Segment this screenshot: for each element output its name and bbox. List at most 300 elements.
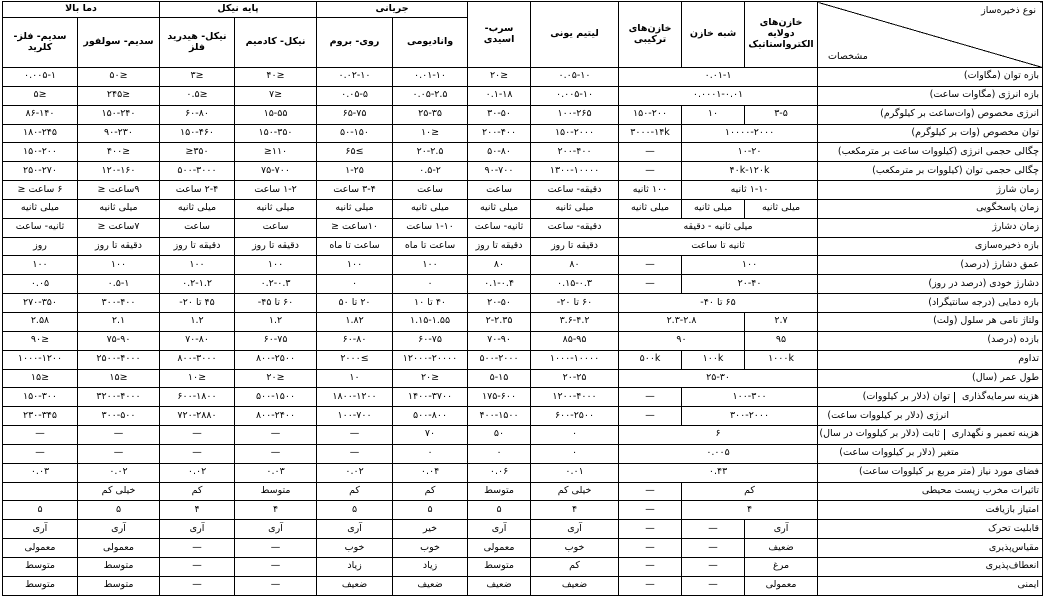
cell: ۱۰۰-۷۰۰ [317,407,393,426]
cell: — [619,162,682,181]
cell: ۵۰۰-۳۰۰۰ [160,162,235,181]
row-label: انعطاف‌پذیری [818,557,1043,576]
cell: دقیقه تا روز [235,237,317,256]
cell: ≤۱۵ [3,369,78,388]
cell: دقیقه تا روز [468,237,531,256]
cell: — [317,444,393,463]
table-row [3,350,1043,369]
cell: دقیقه تا روز [160,237,235,256]
cell: ۱۰۰k [682,350,745,369]
table-row [3,199,1043,218]
cell: ۲۰-۵۰ [468,294,531,313]
cell: ۰.۴۳ [619,463,818,482]
table-row [3,520,1043,539]
cell: ۴۰۰-۱۵۰۰ [468,407,531,426]
cell: ۳۰۰-۵۰۰ [78,407,160,426]
cell: ۲۷۰-۳۵۰ [3,294,78,313]
group-nickel: پایه نیکل [160,2,317,18]
row-label: زمان دشارژ [818,218,1043,237]
table-row [3,218,1043,237]
cell: ≤۱۵ [78,369,160,388]
cell: ۵-۱۵ [468,369,531,388]
cell: ۱۰۰ [3,256,78,275]
table-row [3,388,1043,407]
cell: ۰.۰۶ [468,463,531,482]
cell: ۲۰-۴۰ [682,275,818,294]
table-row [3,237,1043,256]
cell: ۱۵۰-۲۰۰ [619,105,682,124]
cell: ۰.۰۲ [160,463,235,482]
cell: — [619,407,682,426]
cell: ۱۰۰ [160,256,235,275]
table-row [3,407,1043,426]
cell: میلی ثانیه [468,199,531,218]
cell: ۱۵۰-۲۴۰ [78,105,160,124]
cell: ۲۰-۲.۵ [393,143,468,162]
cell: ۰.۱۵-۰.۳ [531,275,619,294]
table-row [3,557,1043,576]
cell: کم [393,482,468,501]
row-label: مقیاس‌پذیری [818,539,1043,558]
cell: ۵ [3,501,78,520]
cell: — [160,539,235,558]
cell: ۳۰۰۰-۱۴k [619,124,682,143]
cell: ۱۰۰-۳۰۰ [682,388,818,407]
cost-om-label: هزینه تعمیر و نگهداری [951,428,1040,440]
row-label: بازه دمایی (درجه سانتیگراد) [818,294,1043,313]
cell: خیلی کم [531,482,619,501]
cell: ۶۰-۸۰ [160,105,235,124]
row-label: طول عمر (سال) [818,369,1043,388]
cell: — [235,426,317,445]
cell: ۴۰k-۱۲۰k [682,162,818,181]
cell: متوسط [468,557,531,576]
table-row [3,124,1043,143]
cell: — [619,576,682,595]
cell: دقیقه تا روز [531,237,619,256]
cell: ۳.۶-۴.۲ [531,312,619,331]
cell: ۲۵-۳۰ [619,369,818,388]
cell: ۰.۰۳ [3,463,78,482]
cell: خیر [393,520,468,539]
col-nas: سدیم- سولفور [78,18,160,68]
cell: میلی ثانیه [3,199,78,218]
cell: ≤۵ [3,86,78,105]
cell: ۱۰۰ [78,256,160,275]
cell: ≤۴۰ [235,68,317,87]
cell: ۳۰۰-۴۰۰ [78,294,160,313]
cell: ۱۵۰-۳۰۰ [3,388,78,407]
cell: — [3,426,78,445]
cell: ۰.۰۰۵-۱ [3,68,78,87]
table-row [3,463,1043,482]
cell: ۴ [160,501,235,520]
cell: متوسط [78,557,160,576]
table-row [3,275,1043,294]
cell: ۹۰-۲۳۰ [78,124,160,143]
table-row [3,181,1043,200]
cell: ≥۶۵ [317,143,393,162]
row-label-om-fixed [818,426,1043,445]
cell: ۶۰ تا ۴۵- [235,294,317,313]
cell: ۴ [682,501,818,520]
cell: — [619,388,682,407]
cell: ۵ [78,501,160,520]
cell: — [235,576,317,595]
cell: ۴ [531,501,619,520]
cell: — [619,501,682,520]
cell: کم [531,557,619,576]
row-label: ولتاژ نامی هر سلول (ولت) [818,312,1043,331]
cell: ۰.۰۲-۱۰ [317,68,393,87]
cell: — [682,576,745,595]
sub-label: ثابت (دلار بر کیلووات در سال) [819,429,944,440]
cell: معمولی [3,539,78,558]
cell: ساعت تا ماه [393,237,468,256]
cell: ۱-۱۰ ساعت [393,218,468,237]
cell: ≤۳ [160,68,235,87]
cell: — [619,557,682,576]
row-label-capital-power [818,388,1043,407]
cell: ۲۵۰-۲۷۰ [3,162,78,181]
row-label: تداوم [818,350,1043,369]
cell: ۸۰۰-۳۰۰۰ [160,350,235,369]
cell: آری [531,520,619,539]
cell: ۱۵۰-۴۶۰ [160,124,235,143]
cell: ۱۰۰ ثانیه [619,181,682,200]
cell: ۱۱۰≤ [235,143,317,162]
cell: ۱-۲ ساعت [235,181,317,200]
cell: ۳۲۰۰-۴۰۰۰ [78,388,160,407]
cell: ثانیه- ساعت [468,218,531,237]
cell: ۱۰۰ [393,256,468,275]
cell: ۱-۲۵ [317,162,393,181]
table-row [3,105,1043,124]
cell: ۰.۰۵-۵ [317,86,393,105]
cell: ۶ [619,426,818,445]
sub-label: توان (دلار بر کیلووات) [863,392,955,403]
cell: دقیقه- ساعت [531,218,619,237]
cell: معمولی [745,576,818,595]
cell: میلی ثانیه [619,199,682,218]
table-row [3,256,1043,275]
table-row [3,331,1043,350]
cell: ۱۵۰-۲۰۰ [3,143,78,162]
cell: آری [78,520,160,539]
col-zinc-bromine: روی- بروم [317,18,393,68]
row-label-capital-energy [818,407,1043,426]
cell: ۱۸۰۰-۱۲۰۰ [317,388,393,407]
col-lead-acid: سرب- اسیدی [468,2,531,68]
cell: ۰ [393,275,468,294]
cell: ۰.۰۴ [393,463,468,482]
table-row [3,86,1043,105]
cell: ۰ [393,444,468,463]
cell: ۰.۰۱-۱۰ [393,68,468,87]
cell: کم [317,482,393,501]
cell: میلی ثانیه [160,199,235,218]
cell: ساعت [160,218,235,237]
cell: ۱۵۰-۳۵۰ [235,124,317,143]
cell: ساعت [393,181,468,200]
cell: ۷۰ [393,426,468,445]
cell: زیاد [317,557,393,576]
cell: ۷۵-۹۰ [78,331,160,350]
cell: — [619,482,682,501]
group-flow: جریانی [317,2,468,18]
row-label: دشارژ خودی (درصد در روز) [818,275,1043,294]
row-label: بازه توان (مگاوات) [818,68,1043,87]
cell: ۷۵-۷۰۰ [235,162,317,181]
cell: ۵۰ [468,426,531,445]
row-label: تاثیرات مخرب زیست محیطی [818,482,1043,501]
cell: — [160,444,235,463]
cell: میلی ثانیه - دقیقه [619,218,818,237]
cell: کم [160,482,235,501]
row-label-om-variable [818,444,1043,463]
cell: — [682,520,745,539]
cell: ۶۰ تا ۲۰- [531,294,619,313]
cell: ضعیف [745,539,818,558]
comparison-table [2,1,1043,596]
cell: ۱۰۰۰-۱۲۰۰ [3,350,78,369]
cell: ۰.۲-۰.۳ [235,275,317,294]
cell: ۳۰-۵۰ [468,105,531,124]
cell: — [619,256,682,275]
cell: معمولی [78,539,160,558]
cell: ۰.۰۳ [235,463,317,482]
cell: ۱۰۰۰-۱۰۰۰۰ [531,350,619,369]
cell: میلی ثانیه [745,199,818,218]
cell: ۲۰ تا ۵۰ [317,294,393,313]
cell: آری [160,520,235,539]
cell: ۵۰۰-۱۵۰۰ [235,388,317,407]
cell: ۱-۱۰ ثانیه [682,181,818,200]
cell: — [235,557,317,576]
cell: دقیقه- ساعت [531,181,619,200]
cell [3,482,78,501]
cell: — [160,426,235,445]
cell: ۶۰۰-۲۵۰۰ [531,407,619,426]
cell: ۵۰۰-۸۰۰ [393,407,468,426]
col-nimh: نیکل- هیدرید فلز [160,18,235,68]
cell: ۱.۱۵-۱.۵۵ [393,312,468,331]
cell: ۱۷۵-۶۰۰ [468,388,531,407]
cell: ضعیف [317,576,393,595]
cell: ۱.۸۲ [317,312,393,331]
col-nacl: سدیم- فلز- کلرید [3,18,78,68]
cell: خیلی کم [78,482,160,501]
cell: ۰ [531,426,619,445]
cell: ۳-۵ [745,105,818,124]
cell: ۰.۵-۲ [393,162,468,181]
cell: ۱۵-۵۵ [235,105,317,124]
cell: ۵۰-۸۰ [468,143,531,162]
row-label: چگالی حجمی توان (کیلووات بر مترمکعب) [818,162,1043,181]
cell: ۶۰-۷۵ [393,331,468,350]
cell: ۱۰۰ [317,256,393,275]
header-corner [818,2,1043,68]
cell: آری [3,520,78,539]
cell: آری [468,520,531,539]
sub-label: متغیر (دلار بر کیلووات ساعت) [839,447,960,459]
cell: ۴ [235,501,317,520]
row-label: توان مخصوص (وات بر کیلوگرم) [818,124,1043,143]
cell: ۹ساعت ≤ [78,181,160,200]
row-label: بازه انرژی (مگاوات ساعت) [818,86,1043,105]
cell: ۸۰ [531,256,619,275]
table-row [3,444,1043,463]
cell: متوسط [78,576,160,595]
cell: ۱۰۰ [682,256,818,275]
cell: ۷۰-۹۰ [468,331,531,350]
cell: ≤۱۰ [160,369,235,388]
cell: ۰.۱-۱۸ [468,86,531,105]
cell: ۰.۰۵-۱۰ [531,68,619,87]
cell: ۸۶-۱۴۰ [3,105,78,124]
cell: ۱۵۰-۲۰۰۰ [531,124,619,143]
cell: متوسط [3,557,78,576]
cell: ۲.۵۸ [3,312,78,331]
cell: ≤۵۰ [78,68,160,87]
cell: متوسط [235,482,317,501]
cell: ۸۰ [468,256,531,275]
cell: ۵۰۰-۲۰۰۰ [468,350,531,369]
group-high-temp: دما بالا [3,2,160,18]
cell: ≤۲۴۵ [78,86,160,105]
table-row [3,143,1043,162]
cell: ۰.۱-۰.۴ [468,275,531,294]
cell: ۱.۲ [235,312,317,331]
cell: معمولی [468,539,531,558]
cell: ثانیه تا ساعت [619,237,818,256]
cell: ۰ [468,444,531,463]
cell: ۳۵۰≤ [160,143,235,162]
col-nicd: نیکل- کادمیم [235,18,317,68]
cell: زیاد [393,557,468,576]
cell: ۰.۰۵ [3,275,78,294]
table-row [3,312,1043,331]
cell: — [235,444,317,463]
table-row [3,162,1043,181]
cell: ۷ساعت ≤ [78,218,160,237]
corner-type-label: نوع ذخیره‌ساز [981,5,1037,16]
cell: ۱۳۰۰-۱۰۰۰۰ [531,162,619,181]
cell: ۰.۰۰۵-۱۰ [531,86,619,105]
cell: ۲۰۰-۴۰۰ [468,124,531,143]
cell: ۰.۰۲ [78,463,160,482]
cell: ۲-۲.۳۵ [468,312,531,331]
cell: ۱۰۰-۲۶۵ [531,105,619,124]
cell: ضعیف [393,576,468,595]
row-label: قابلیت تحرک [818,520,1043,539]
cell: ۱۲۰۰-۴۰۰۰ [531,388,619,407]
cell: ۱۲۰۰۰-۲۰۰۰۰ [393,350,468,369]
cell: آری [745,520,818,539]
sub-label: انرژی (دلار بر کیلووات ساعت) [827,409,950,421]
row-label: امتیاز بازیافت [818,501,1043,520]
row-label: زمان پاسخگویی [818,199,1043,218]
cell: ≤۰.۵ [160,86,235,105]
cell: ۱۴۰۰-۳۷۰۰ [393,388,468,407]
cell: آری [317,520,393,539]
cell: — [619,275,682,294]
cell: ساعت تا ماه [317,237,393,256]
cell: — [619,143,682,162]
cell: ۰.۵-۱ [78,275,160,294]
cell: کم [682,482,818,501]
cell: روز [3,237,78,256]
cell: ۱۰ [682,105,745,124]
col-vanadium: وانادیومی [393,18,468,68]
cell: خوب [317,539,393,558]
col-pseudo: شبه خازن [682,2,745,68]
cell: ۵ [317,501,393,520]
cell: ۱۰ [317,369,393,388]
table-row [3,68,1043,87]
cell: مرغ [745,557,818,576]
row-label: انرژی مخصوص (وات‌ساعت بر کیلوگرم) [818,105,1043,124]
cell: ۰.۰۰۵ [619,444,818,463]
cell: ۱.۲ [160,312,235,331]
cell: ۶۵-۷۵ [317,105,393,124]
cell: ۲۳۰-۳۴۵ [3,407,78,426]
cell: ثانیه- ساعت [3,218,78,237]
row-label: بازه ذخیره‌سازی [818,237,1043,256]
cell: ضعیف [531,576,619,595]
cell: متوسط [3,576,78,595]
row-label: فضای مورد نیاز (متر مربع بر کیلووات ساعت) [818,463,1043,482]
cell: میلی ثانیه [531,199,619,218]
table-row [3,576,1043,595]
cell: ۵ [393,501,468,520]
cell: خوب [393,539,468,558]
cell: ۶۰-۸۰ [317,331,393,350]
cell: خوب [531,539,619,558]
table-row [3,482,1043,501]
row-label: ایمنی [818,576,1043,595]
cell: ۲۵۰۰-۴۰۰۰ [78,350,160,369]
corner-spec-label: مشخصات [828,51,868,63]
cell: ۱۰ساعت ≤ [317,218,393,237]
cost-capital-label: هزینه سرمایه‌گذاری [962,390,1040,402]
cell: ۷۰-۸۰ [160,331,235,350]
cell: ۸۰۰-۲۴۰۰ [235,407,317,426]
cell: ۹۵ [745,331,818,350]
row-label: بازده (درصد) [818,331,1043,350]
cell: — [78,426,160,445]
cell: میلی ثانیه [393,199,468,218]
cell: متوسط [468,482,531,501]
cell: ۲.۱ [78,312,160,331]
cell: ۰.۰۲ [317,463,393,482]
cell: — [160,576,235,595]
cell: ۲-۴ ساعت [160,181,235,200]
cell: میلی ثانیه [78,199,160,218]
cell: ۲۵-۳۵ [393,105,468,124]
cell: ≤۲۰ [235,369,317,388]
cell: ۸۰۰-۲۵۰۰ [235,350,317,369]
cell: ≤۷ [235,86,317,105]
cell: — [3,444,78,463]
cell: دقیقه تا روز [78,237,160,256]
table-row [3,426,1043,445]
table-row [3,501,1043,520]
cell: ۲.۳-۲.۸ [619,312,745,331]
row-label: چگالی حجمی انرژی (کیلووات ساعت بر مترمکعب) [818,143,1043,162]
cell: ۹۰-۷۰۰ [468,162,531,181]
cell: — [78,444,160,463]
